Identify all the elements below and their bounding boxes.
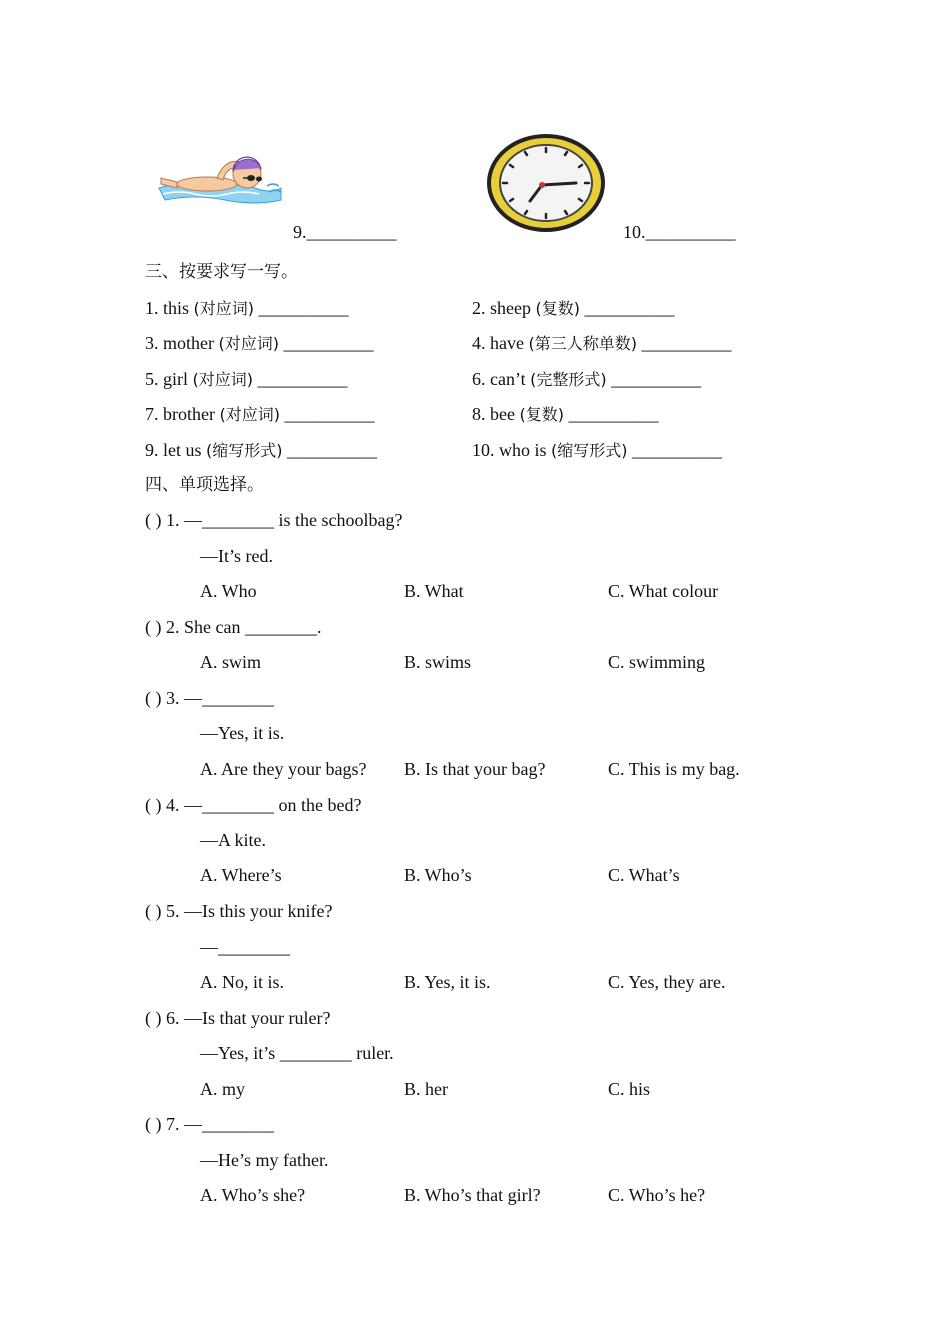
section3-item-10: 10. who is (缩写形式) __________ [472,440,723,460]
question-4-reply: —A kite. [200,830,266,850]
section3-item-6: 6. can’t (完整形式) __________ [472,369,702,389]
swimmer-answer-label: 9.__________ [293,222,397,242]
clock-picture [486,133,606,233]
question-6-reply: —Yes, it’s ________ ruler. [200,1043,394,1063]
question-3-reply: —Yes, it is. [200,723,285,743]
answer-blank[interactable]: __________ [584,298,675,318]
answer-blank[interactable]: __________ [611,369,702,389]
question-6-option-b[interactable]: B. her [404,1079,448,1099]
section3-item-4: 4. have (第三人称单数) __________ [472,333,732,353]
question-3-stem: ( ) 3. —________ [145,688,274,708]
question-7-option-a[interactable]: A. Who’s she? [200,1185,306,1205]
section3-item-9: 9. let us (缩写形式) __________ [145,440,377,460]
section3-item-5: 5. girl (对应词) __________ [145,369,348,389]
answer-blank[interactable]: __________ [283,333,374,353]
section3-item-2: 2. sheep (复数) __________ [472,298,675,318]
answer-blank[interactable]: __________ [257,369,348,389]
question-7-option-b[interactable]: B. Who’s that girl? [404,1185,541,1205]
section3-item-8: 8. bee (复数) __________ [472,404,659,424]
question-5-option-c[interactable]: C. Yes, they are. [608,972,726,992]
question-7-reply: —He’s my father. [200,1150,329,1170]
section3-item-1: 1. this (对应词) __________ [145,298,349,318]
question-5-option-a[interactable]: A. No, it is. [200,972,285,992]
question-4-option-b[interactable]: B. Who’s [404,865,472,885]
answer-blank[interactable]: __________ [641,333,732,353]
question-2-stem: ( ) 2. She can ________. [145,617,322,637]
question-2-option-b[interactable]: B. swims [404,652,472,672]
question-4-option-c[interactable]: C. What’s [608,865,680,885]
question-3-option-a[interactable]: A. Are they your bags? [200,759,367,779]
question-3-option-b[interactable]: B. Is that your bag? [404,759,546,779]
answer-blank[interactable]: __________ [284,404,375,424]
question-5-option-b[interactable]: B. Yes, it is. [404,972,491,992]
question-1-option-a[interactable]: A. Who [200,581,257,601]
question-6-stem: ( ) 6. —Is that your ruler? [145,1008,331,1028]
question-1-option-b[interactable]: B. What [404,581,464,601]
question-2-option-a[interactable]: A. swim [200,652,262,672]
section3-item-3: 3. mother (对应词) __________ [145,333,374,353]
question-1-option-c[interactable]: C. What colour [608,581,719,601]
swimmer-icon [155,148,285,210]
answer-blank[interactable]: __________ [632,440,723,460]
question-4-stem: ( ) 4. —________ on the bed? [145,795,362,815]
question-5-stem: ( ) 5. —Is this your knife? [145,901,333,921]
swimmer-picture [155,148,285,210]
clock-icon [486,133,606,233]
question-4-option-a[interactable]: A. Where’s [200,865,282,885]
section4-title: 四、单项选择。 [145,475,264,495]
answer-blank[interactable]: __________ [258,298,349,318]
question-5-reply: —________ [200,937,290,957]
question-2-option-c[interactable]: C. swimming [608,652,706,672]
question-6-option-c[interactable]: C. his [608,1079,651,1099]
question-1-reply: —It’s red. [200,546,273,566]
question-6-option-a[interactable]: A. my [200,1079,245,1099]
question-7-stem: ( ) 7. —________ [145,1114,274,1134]
answer-blank[interactable]: __________ [287,440,377,460]
question-3-option-c[interactable]: C. This is my bag. [608,759,740,779]
section3-title: 三、按要求写一写。 [145,262,298,282]
section3-item-7: 7. brother (对应词) __________ [145,404,375,424]
question-1-stem: ( ) 1. —________ is the schoolbag? [145,510,403,530]
clock-answer-label: 10.__________ [623,222,736,242]
question-7-option-c[interactable]: C. Who’s he? [608,1185,706,1205]
answer-blank[interactable]: __________ [568,404,659,424]
